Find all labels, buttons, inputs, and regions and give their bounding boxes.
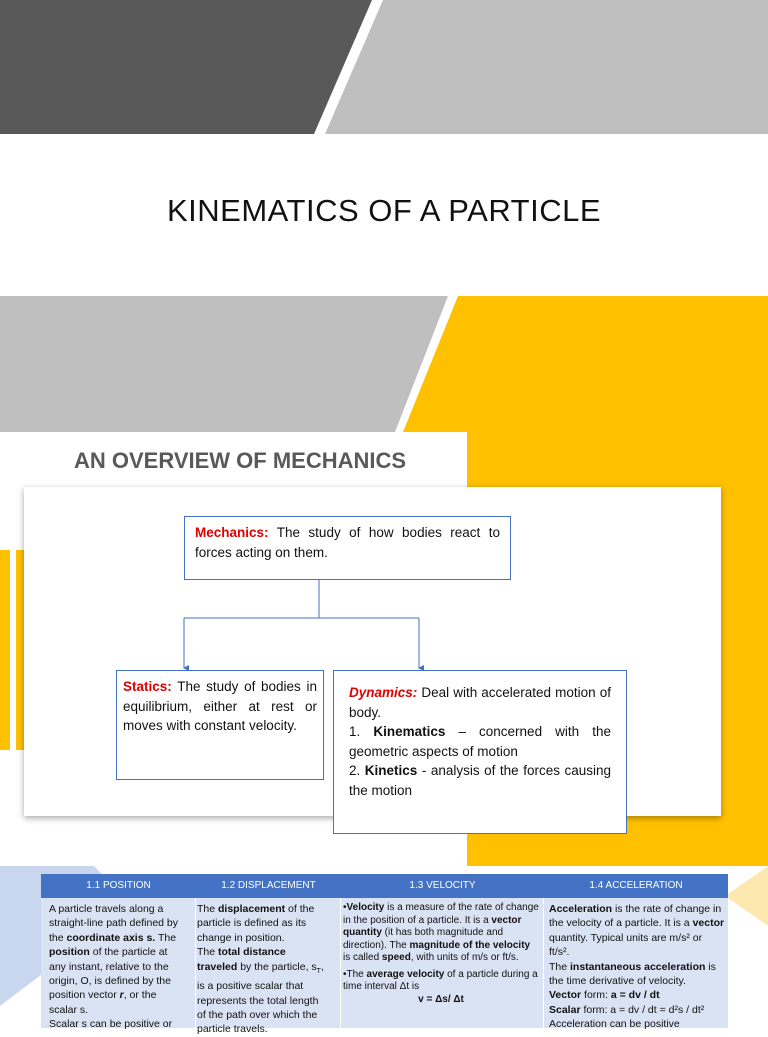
concepts-table-slide [0, 866, 768, 1036]
kinematics-term: Kinematics [373, 724, 446, 739]
text-run: , is a positive scalar that represents the total length of the path over which the particle travels. [197, 960, 324, 1036]
text-run: average velocity [366, 968, 445, 980]
mechanics-box [184, 516, 511, 580]
dynamics-term: Dynamics: [349, 685, 418, 700]
acceleration-cell-text [549, 902, 725, 1032]
text-run: of the particle is defined as its change in position. [197, 903, 315, 944]
statics-definition: The study of bodies in equilibrium, either at rest or moves with constant velocity. [123, 679, 317, 733]
text-run: , or the scalar s. [49, 989, 157, 1016]
column-header-displacement: 1.2 DISPLACEMENT [196, 874, 341, 898]
list-number: 2. [349, 763, 365, 778]
text-run: is the rate of change in the velocity of a particle. It is a [549, 903, 722, 930]
text-run: A particle travels along a straight-line path defined by the [49, 903, 178, 944]
average-velocity-formula: v = Δs/ Δt [418, 993, 464, 1005]
text-run: r [119, 989, 124, 1002]
mechanics-term: Mechanics: [195, 525, 269, 540]
page-title: KINEMATICS OF A PARTICLE [166, 193, 602, 228]
text-run: T [316, 967, 321, 975]
text-run: coordinate axis s. [66, 931, 156, 944]
text-run: of the particle at any instant, relative to the origin, O, is defined by the position vector [49, 946, 171, 1002]
text-run: The [155, 931, 177, 944]
section-heading: AN OVERVIEW OF MECHANICS [74, 448, 407, 473]
text-run: Scalar s can be positive or [49, 1018, 173, 1031]
overview-slide [0, 296, 768, 866]
text-run: vector quantity [343, 914, 522, 938]
text-run: total distance traveled [197, 946, 286, 973]
list-number: 1. [349, 724, 374, 739]
column-header-position: 1.1 POSITION [41, 874, 196, 898]
text-run: vector [692, 917, 725, 930]
yellow-side-bar [16, 550, 24, 750]
text-run: form: [581, 989, 611, 1002]
text-run: form: a = dv / dt = d²s / dt² [580, 1003, 705, 1016]
displacement-cell-text [197, 902, 325, 1037]
text-run: (it has both magnitude and direction). The [343, 927, 504, 951]
text-run: The [549, 960, 571, 973]
text-run: Acceleration can be positive [549, 1018, 680, 1031]
column-header-acceleration: 1.4 ACCELERATION [544, 874, 728, 898]
text-run: Velocity [346, 902, 385, 913]
text-run: instantaneous acceleration [570, 960, 706, 973]
dynamics-box [333, 670, 627, 834]
kinetics-definition: - analysis of the forces causing the motion [349, 763, 611, 798]
velocity-cell-text [343, 902, 539, 1006]
text-run: speed [381, 952, 411, 963]
text-run: magnitude of the velocity [409, 939, 531, 951]
column-header-velocity: 1.3 VELOCITY [341, 874, 544, 898]
text-run: displacement [218, 903, 286, 915]
text-run: a = dv / dt [610, 989, 660, 1002]
text-run: quantity. Typical units are m/s² or ft/s². [549, 931, 703, 959]
statics-box [116, 670, 324, 780]
mechanics-definition: The study of how bodies react to forces acting on them. [195, 525, 500, 560]
text-run: of a particle during a time interval Δt is [343, 968, 538, 992]
text-run: is the time derivative of velocity. [549, 960, 716, 988]
kinematics-definition: – concerned with the geometric aspects of motion [349, 724, 611, 759]
position-cell-text [49, 902, 183, 1032]
statics-term: Statics: [123, 679, 172, 694]
dynamics-definition: Deal with accelerated motion of body. [349, 685, 611, 720]
text-run: , with units of m/s or ft/s. [410, 952, 519, 963]
yellow-side-bar [0, 550, 10, 750]
text-run: by the particle, s [237, 960, 317, 973]
text-run: is a measure of the rate of change in the position of a particle. It is a [343, 902, 539, 926]
text-run: is called [343, 952, 382, 963]
text-run: The [197, 946, 219, 959]
text-run: •The [343, 968, 367, 980]
kinetics-term: Kinetics [364, 763, 418, 778]
text-run: Vector [549, 989, 582, 1002]
text-run: Scalar [549, 1003, 581, 1016]
text-run: • [343, 902, 347, 913]
title-slide [0, 0, 768, 296]
text-run: position [49, 946, 90, 959]
text-run: The [197, 903, 219, 915]
text-run: Acceleration [549, 903, 613, 915]
